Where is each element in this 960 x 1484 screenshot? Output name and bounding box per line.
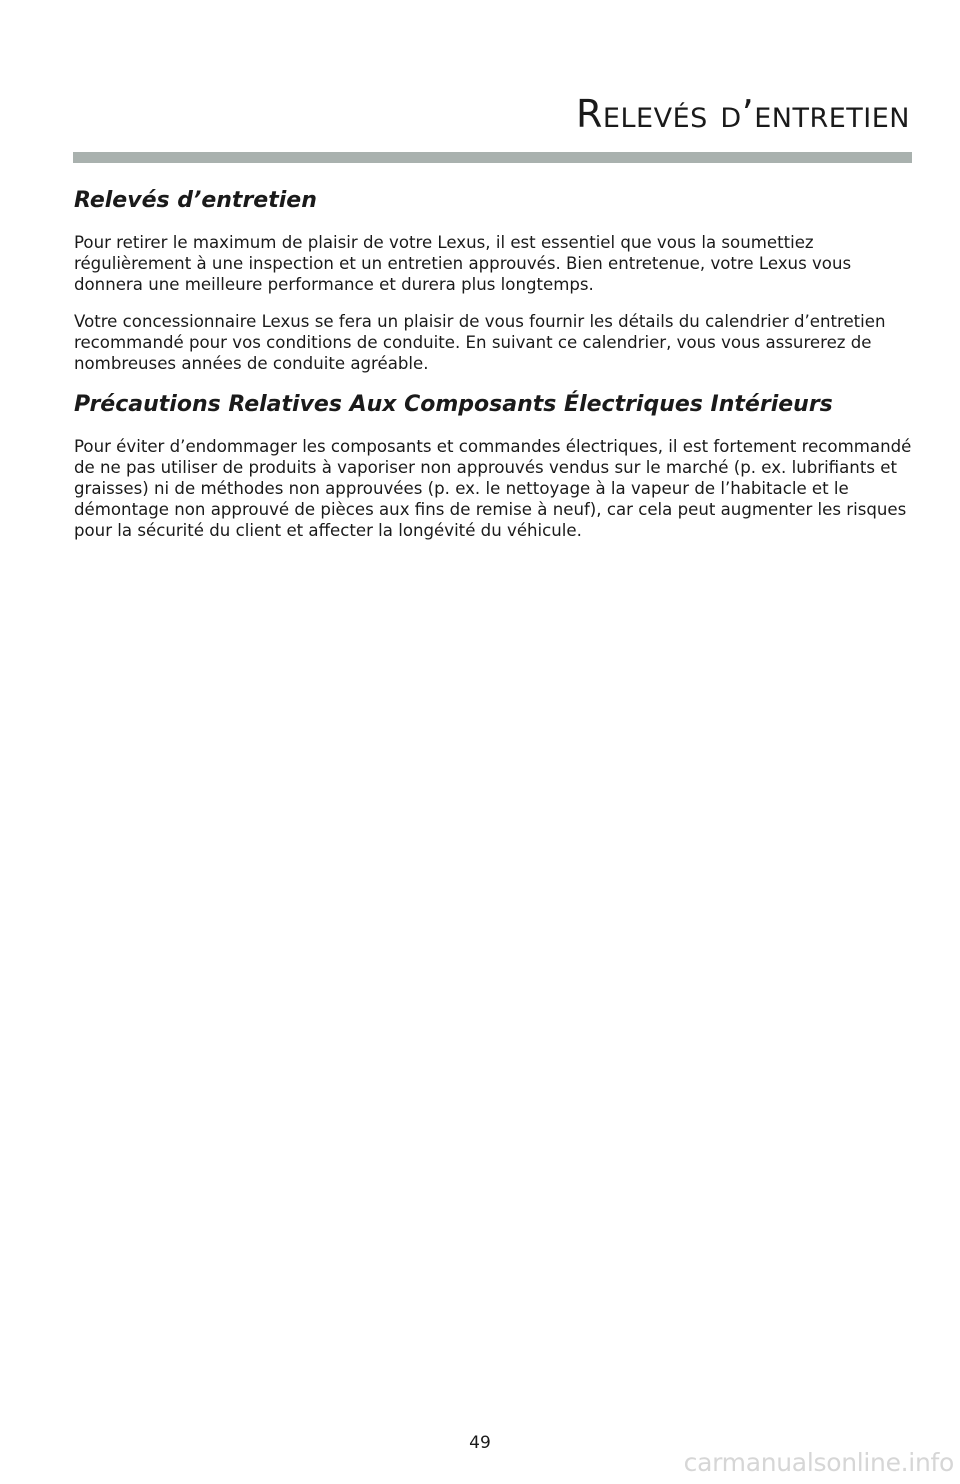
content-area [74, 186, 914, 557]
section-heading: Relevés d’entretien [74, 188, 317, 213]
section-heading: Précautions Relatives Aux Composants Électriques Intérieurs [74, 392, 833, 417]
watermark: carmanualsonline.info [683, 1448, 954, 1477]
paragraph: Votre concessionnaire Lexus se fera un plaisir de vous fournir les détails du calendrier d’entretien recommandé pour vos conditions de conduite. En suivant ce calendrier, vous vous assurerez de nombreuses années de conduite agréable. [74, 312, 886, 373]
page-number: 49 [469, 1433, 491, 1453]
title-rule [73, 152, 912, 163]
section-electrical-precautions [74, 390, 914, 541]
paragraph: Pour éviter d’endommager les composants et commandes électriques, il est fortement recommandé de ne pas utiliser de produits à vaporiser non approuvés vendus sur le marché (p. ex. lubrifiants et graisses) ni de méthodes non approuvées (p. ex. le nettoyage à la vapeur de l’habitacle et le démontage non approuvé de pièces aux fins de remise à neuf), car cela peut augmenter les risques pour la sécurité du client et affecter la longévité du véhicule. [74, 437, 912, 540]
section-maintenance-records [74, 186, 914, 374]
paragraph: Pour retirer le maximum de plaisir de votre Lexus, il est essentiel que vous la soumettiez régulièrement à une inspection et un entretien approuvés. Bien entretenue, votre Lexus vous donnera une meilleure performance et durera plus longtemps. [74, 233, 852, 294]
page-title: Relevés d’entretien [576, 92, 910, 136]
